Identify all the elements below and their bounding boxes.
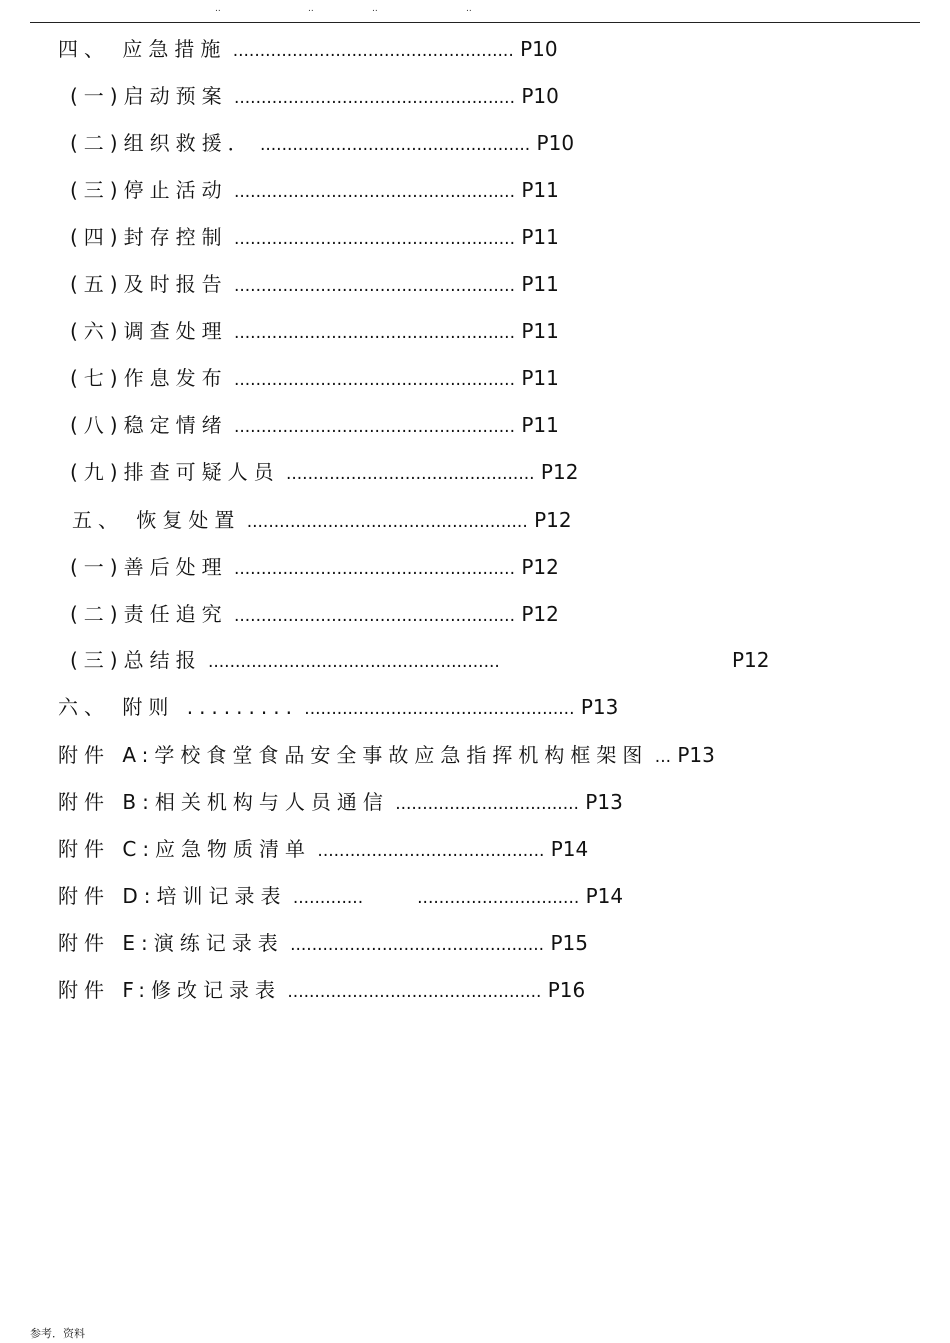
toc-entry-page: P12 — [732, 648, 770, 672]
toc-entry-label: (六)调查处理 — [70, 319, 228, 343]
toc-entry-leader: ............. .............................. — [292, 888, 580, 908]
toc-entry-leader: .................................................... — [233, 88, 515, 108]
toc-entry-leader: .............................................. — [285, 464, 535, 484]
toc-entry-page: P12 — [534, 508, 572, 532]
toc-entry-page: P10 — [520, 37, 558, 61]
toc-entry-page: P12 — [540, 460, 579, 484]
toc-entry-page: P11 — [521, 272, 559, 296]
toc-entry-label: 四、 应急措施 — [58, 37, 227, 61]
toc-entry-leader: ... — [654, 747, 672, 767]
toc-entry-page: P13 — [585, 790, 623, 814]
toc-entry-leader: .................................................... — [233, 276, 515, 296]
footer-note: 参考．资料 — [30, 1327, 85, 1340]
toc-entry-page: P14 — [585, 884, 624, 908]
toc-entry-label: 附件 B:相关机构与人员通信 — [58, 790, 389, 814]
toc-entry-label: (九)排查可疑人员 — [70, 460, 280, 484]
toc-entry-label: (二)组织救援． — [70, 131, 254, 155]
toc-entry[interactable] — [70, 83, 559, 109]
header-mark: .. — [308, 4, 314, 14]
toc-entry-leader: .................................................... — [233, 182, 515, 202]
toc-entry[interactable] — [58, 742, 715, 768]
toc-entry-label: 附件 A:学校食堂食品安全事故应急指挥机构框架图 — [58, 743, 649, 767]
toc-entry-page: P11 — [521, 413, 559, 437]
toc-entry-leader: .................................................... — [233, 417, 515, 437]
toc-entry-label: (三)总结报 — [70, 648, 202, 672]
toc-entry[interactable] — [70, 647, 770, 673]
toc-entry[interactable] — [58, 977, 585, 1003]
toc-entry-leader: .................................................. — [259, 135, 531, 155]
toc-entry[interactable] — [70, 318, 559, 344]
toc-entry[interactable] — [58, 789, 623, 815]
toc-entry[interactable] — [58, 930, 588, 956]
toc-entry-label: 附件 E:演练记录表 — [58, 931, 284, 955]
toc-entry[interactable] — [58, 36, 558, 62]
toc-entry-page: P13 — [580, 695, 619, 719]
toc-entry[interactable] — [72, 507, 572, 533]
toc-entry-leader: .................................................... — [233, 323, 515, 343]
toc-entry-label: 五、 恢复处置 — [72, 508, 241, 532]
toc-entry-label: (八)稳定情绪 — [70, 413, 228, 437]
toc-entry-leader: .................................................... — [233, 229, 515, 249]
toc-entry-page: P13 — [677, 743, 715, 767]
toc-entry[interactable] — [58, 694, 618, 720]
toc-entry-label: (七)作息发布 — [70, 366, 228, 390]
header-mark: .. — [372, 4, 378, 14]
toc-entry[interactable] — [70, 601, 559, 627]
toc-entry[interactable] — [70, 412, 559, 438]
toc-entry-page: P14 — [550, 837, 589, 861]
toc-entry[interactable] — [70, 365, 559, 391]
header-mark: .. — [466, 4, 472, 14]
toc-entry-page: P11 — [521, 225, 559, 249]
toc-entry-page: P11 — [521, 178, 559, 202]
toc-entry-page: P12 — [521, 555, 559, 579]
toc-entry-leader: .................................................. — [304, 699, 575, 719]
toc-entry[interactable] — [58, 836, 588, 862]
toc-entry-label: 附件 C:应急物质清单 — [58, 837, 312, 861]
toc-entry[interactable] — [58, 883, 623, 909]
toc-entry-page: P16 — [547, 978, 586, 1002]
toc-entry-label: (二)责任追究 — [70, 602, 228, 626]
toc-entry-leader: ............................................... — [287, 982, 542, 1002]
toc-entry-leader: .......................................... — [317, 841, 545, 861]
toc-entry-label: (五)及时报告 — [70, 272, 228, 296]
toc-entry[interactable] — [70, 130, 574, 156]
toc-entry[interactable] — [70, 271, 559, 297]
toc-entry-label: 附件 D:培训记录表 — [58, 884, 287, 908]
toc-entry-page: P11 — [521, 366, 559, 390]
toc-entry-page: P10 — [536, 131, 575, 155]
header-marks — [0, 4, 950, 18]
toc-entry-label: (一)启动预案 — [70, 84, 228, 108]
toc-entry-leader: ...................................................... — [207, 652, 500, 672]
toc-entry-page: P10 — [521, 84, 559, 108]
toc-entry-label: (四)封存控制 — [70, 225, 228, 249]
toc-entry-label: (一)善后处理 — [70, 555, 228, 579]
toc-entry-page: P11 — [521, 319, 559, 343]
toc-entry[interactable] — [70, 177, 559, 203]
toc-entry-label: 六、 附则 ......... — [58, 695, 298, 719]
toc-entry[interactable] — [70, 459, 578, 485]
toc-entry[interactable] — [70, 554, 559, 580]
toc-entry-leader: .................................. — [395, 794, 579, 814]
toc-entry-leader: .................................................... — [246, 512, 528, 532]
toc-entry-label: (三)停止活动 — [70, 178, 228, 202]
header-rule — [30, 22, 920, 23]
header-mark: .. — [215, 4, 221, 14]
toc-entry-page: P15 — [550, 931, 588, 955]
toc-entry-page: P12 — [521, 602, 559, 626]
toc-entry[interactable] — [70, 224, 559, 250]
toc-entry-leader: .................................................... — [233, 606, 515, 626]
toc-entry-leader: ............................................... — [290, 935, 545, 955]
toc-entry-label: 附件 F:修改记录表 — [58, 978, 282, 1002]
toc-entry-leader: .................................................... — [233, 370, 515, 390]
toc-entry-leader: .................................................... — [233, 559, 515, 579]
toc-entry-leader: .................................................... — [232, 41, 514, 61]
